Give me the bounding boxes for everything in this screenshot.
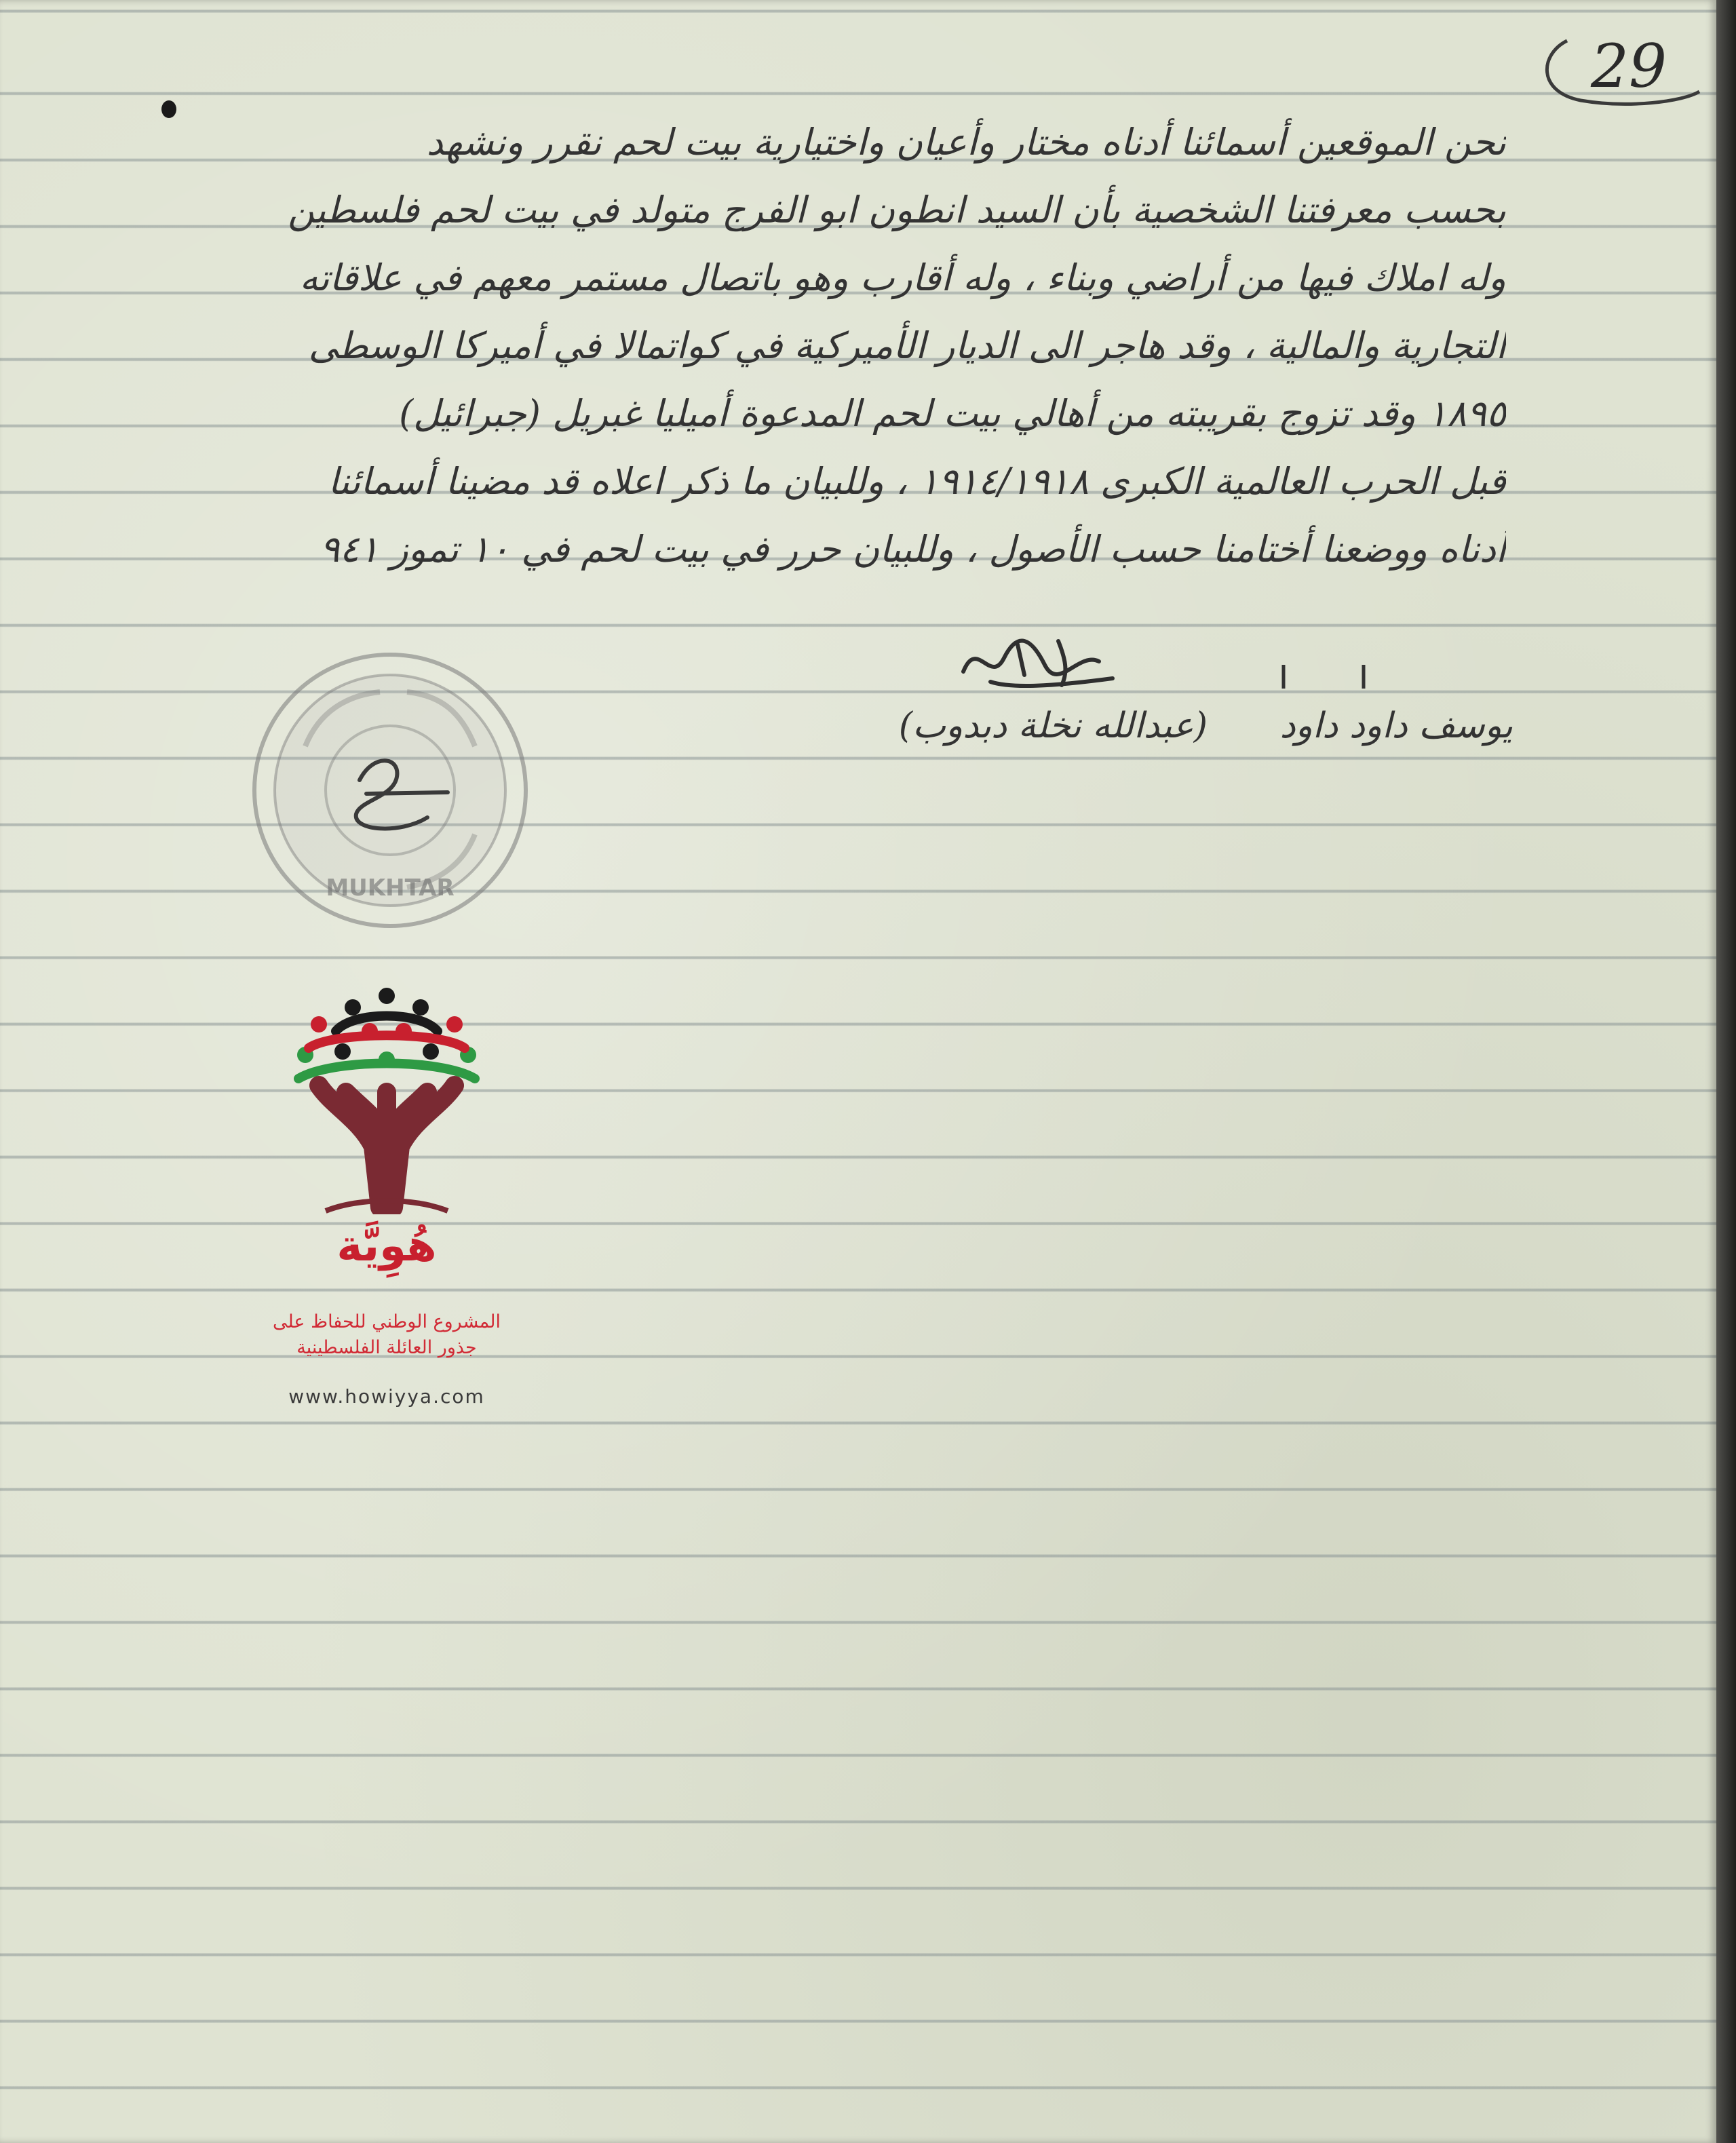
mukhtar-seal [244,631,570,950]
logo-title: هُوِيَّة [336,1221,437,1271]
certificate-line-3: وله املاك فيها من أراضي وبناء ، وله أقارب وهو باتصال مستمر معهم في علاقاته [299,256,1506,299]
logo-website-link[interactable]: www.howiyya.com [288,1385,485,1408]
handwritten-signature [950,624,1126,699]
logo-tagline-line-1: المشروع الوطني للحفاظ على [272,1311,501,1332]
logo-tagline-line-2: جذور العائلة الفلسطينية [296,1337,477,1358]
people-figures [297,988,476,1079]
certificate-line-1: نحن الموقعين أسمائنا أدناه مختار وأعيان واختيارية بيت لحم نقرر ونشهد [426,121,1506,163]
family-tree-icon [278,984,495,1214]
certificate-line-6: قبل الحرب العالمية الكبرى ١٩١٤/١٩١٨ ، وللبيان ما ذكر اعلاه قد مضينا أسمائنا [328,460,1506,503]
page-number [1526,27,1703,115]
certificate-line-2: بحسب معرفتنا الشخصية بأن السيد انطون ابو الفرج متولد في بيت لحم فلسطين [288,189,1506,231]
signatory-name-1: يوسف داود داود [1279,706,1513,746]
logo-tagline [258,1309,516,1361]
certificate-line-7: أدناه ووضعنا أختامنا حسب الأصول ، وللبيان حرر في بيت لحم في ١٠ تموز ٩٤١ [320,528,1506,571]
seal-rim-text: MUKHTAR [326,874,455,902]
page-number-text: 29 [1591,31,1667,101]
certificate-line-5: ١٨٩٥ وقد تزوج بقريبته من أهالي بيت لحم المدعوة أميليا غبريل (جبرائيل) [399,392,1506,435]
seal-circle [244,631,570,950]
signatory-names [868,692,1520,773]
howiyya-logo [258,984,516,1425]
certificate-line-4: التجارية والمالية ، وقد هاجر الى الديار الأميركية في كواتمالا في أميركا الوسطى [308,324,1506,367]
scan-edge-shadow [1716,0,1736,2143]
signatory-name-2: (عبدالله نخلة دبدوب) [898,706,1208,746]
certificate-body [41,109,1506,583]
